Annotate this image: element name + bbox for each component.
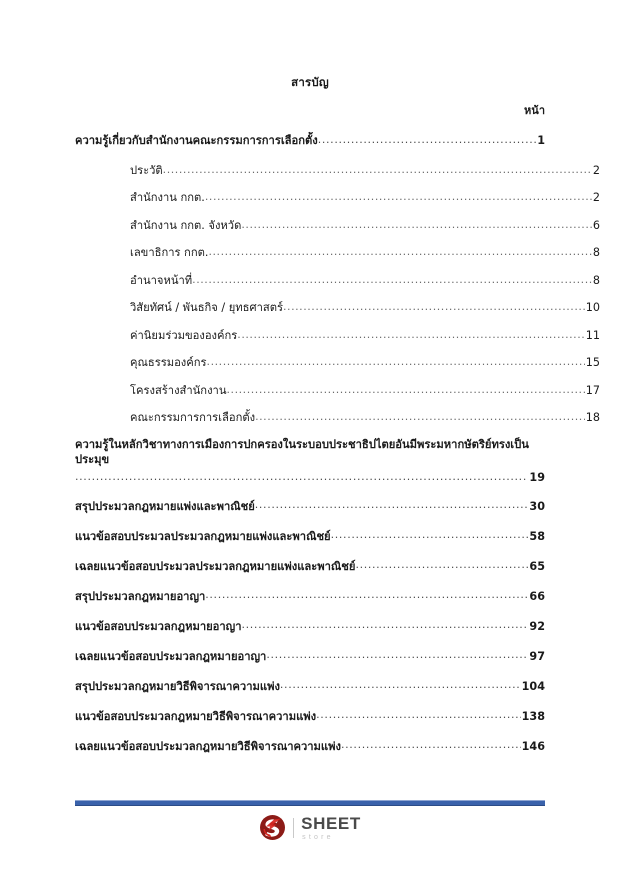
toc-entry[interactable] [75,410,600,426]
toc-dot-leader [355,558,528,574]
toc-entry-page-number: 58 [529,529,545,543]
toc-entry-label: สำนักงาน กกต. จังหวัด [130,218,242,232]
toc-entry-label: เฉลยแนวข้อสอบประมวลกฎหมายวิธีพิจารณาความแพ่ง [75,739,341,753]
toc-entry-row [130,272,600,288]
toc-entry-label: คณะกรรมการการเลือกตั้ง [130,411,256,425]
toc-entry-label: โครงสร้างสำนักงาน [130,383,227,397]
toc-entry-row [130,382,600,398]
toc-entry-label: เฉลยแนวข้อสอบประมวลประมวลกฎหมายแพ่งและพาณิชย์ [75,559,356,573]
toc-dot-leader [318,132,536,148]
toc-entry[interactable] [75,382,600,398]
toc-dot-leader [331,528,529,544]
toc-entry-label: สรุปประมวลกฎหมายแพ่งและพาณิชย์ [75,499,255,513]
toc-entry-page-number: 19 [529,471,545,485]
toc-entry-row [75,618,545,634]
toc-dot-leader [266,648,528,664]
toc-dot-leader [226,382,584,398]
footer-logo [0,814,620,841]
toc-entry-page-number: 2 [592,163,600,177]
toc-entry[interactable] [75,558,545,574]
toc-entry[interactable] [75,588,545,604]
toc-entry-label: ความรู้ในหลักวิชาทางการเมืองการปกครองในระบอบประชาธิปไตยอันมีพระมหากษัตริย์ทรงเป็นประมุข [75,438,529,467]
toc-entry-page-number: 92 [529,619,545,633]
toc-dot-leader [241,618,528,634]
toc-dot-leader [205,190,592,206]
toc-dot-leader [255,498,529,514]
toc-entry[interactable] [75,162,600,178]
toc-dot-leader [283,300,585,316]
toc-entry-page-number: 6 [592,218,600,232]
toc-dot-leader [205,588,528,604]
toc-entry-row [75,708,545,724]
toc-entry[interactable] [75,190,600,206]
toc-dot-leader [241,217,592,233]
toc-entry[interactable] [75,327,600,343]
toc-entry-row [130,327,600,343]
toc-entry-row [75,558,545,574]
toc-entry-page-number: 18 [585,411,600,425]
toc-entry-page-number: 10 [585,301,600,315]
toc-dot-leader [207,355,585,371]
toc-entry[interactable] [75,738,545,754]
toc-entry[interactable] [75,355,600,371]
footer-divider-rule [75,800,545,806]
logo-separator [293,818,294,838]
toc-entry-label: เลขาธิการ กกต. [130,246,209,260]
toc-entry-label: ค่านิยมร่วมขององค์กร [130,328,238,342]
toc-entry-label: แนวข้อสอบประมวลกฎหมายอาญา [75,619,242,633]
toc-entry-row [130,300,600,316]
toc-entry-page-number: 104 [521,679,545,693]
table-of-contents [75,132,600,768]
toc-entry-row [130,190,600,206]
toc-entry-page-number: 1 [537,133,545,147]
toc-dot-leader [280,678,521,694]
toc-entry-row [75,588,545,604]
toc-entry-page-number: 17 [585,383,600,397]
logo-secondary-text: store [302,833,334,841]
toc-dot-leader [255,410,585,426]
sheet-store-s-logo-icon [259,814,286,841]
toc-entry-label: คุณธรรมองค์กร [130,356,207,370]
toc-entry-leader-row [75,469,545,485]
toc-entry-row [75,498,545,514]
toc-entry-page-number: 146 [521,739,545,753]
toc-entry-page-number: 8 [592,246,600,260]
toc-dot-leader [75,469,528,485]
toc-entry-page-number: 2 [592,191,600,205]
toc-entry[interactable] [75,245,600,261]
toc-entry-label: อำนาจหน้าที่ [130,273,193,287]
toc-entry-label: แนวข้อสอบประมวลประมวลกฎหมายแพ่งและพาณิชย์ [75,529,331,543]
toc-entry-label: สรุปประมวลกฎหมายอาญา [75,589,206,603]
toc-entry-row [75,738,545,754]
page-number-column-header: หน้า [524,104,545,117]
toc-dot-leader [208,245,591,261]
toc-entry-row [130,410,600,426]
toc-entry-page-number: 30 [529,499,545,513]
toc-entry[interactable] [75,708,545,724]
toc-entry[interactable] [75,437,545,485]
toc-entry-row [75,528,545,544]
toc-entry[interactable] [75,132,545,148]
toc-dot-leader [192,272,592,288]
toc-entry[interactable] [75,528,545,544]
toc-entry[interactable] [75,648,545,664]
toc-entry-page-number: 66 [529,589,545,603]
toc-entry-label: เฉลยแนวข้อสอบประมวลกฎหมายอาญา [75,649,267,663]
toc-entry[interactable] [75,300,600,316]
toc-entry-label: ประวัติ [130,163,163,177]
toc-entry-page-number: 15 [585,356,600,370]
toc-entry-label: สรุปประมวลกฎหมายวิธีพิจารณาความแพ่ง [75,679,280,693]
toc-entry[interactable] [75,217,600,233]
toc-entry[interactable] [75,618,545,634]
toc-entry[interactable] [75,498,545,514]
toc-dot-leader [237,327,584,343]
toc-entry-row [130,162,600,178]
toc-entry-row [75,132,545,148]
toc-entry-label: สำนักงาน กกต. [130,191,205,205]
toc-entry[interactable] [75,678,545,694]
toc-entry-page-number: 8 [592,273,600,287]
toc-dot-leader [316,708,521,724]
toc-entry-page-number: 138 [521,709,545,723]
toc-entry-row [130,217,600,233]
toc-entry-row [130,355,600,371]
toc-entry[interactable] [75,272,600,288]
logo-wordmark [301,815,361,841]
logo-primary-text: SHEET [301,813,361,833]
toc-dot-leader [163,162,592,178]
toc-entry-row [75,678,545,694]
toc-entry-page-number: 11 [585,328,600,342]
toc-entry-label: ความรู้เกี่ยวกับสำนักงานคณะกรรมการการเลือกตั้ง [75,133,318,147]
toc-dot-leader [341,738,521,754]
toc-entry-label: วิสัยทัศน์ / พันธกิจ / ยุทธศาสตร์ [130,301,283,315]
toc-entry-label: แนวข้อสอบประมวลกฎหมายวิธีพิจารณาความแพ่ง [75,709,317,723]
toc-entry-row [130,245,600,261]
toc-entry-row [75,648,545,664]
toc-entry-page-number: 65 [529,559,545,573]
page-title: สารบัญ [291,75,329,89]
toc-entry-page-number: 97 [529,649,545,663]
